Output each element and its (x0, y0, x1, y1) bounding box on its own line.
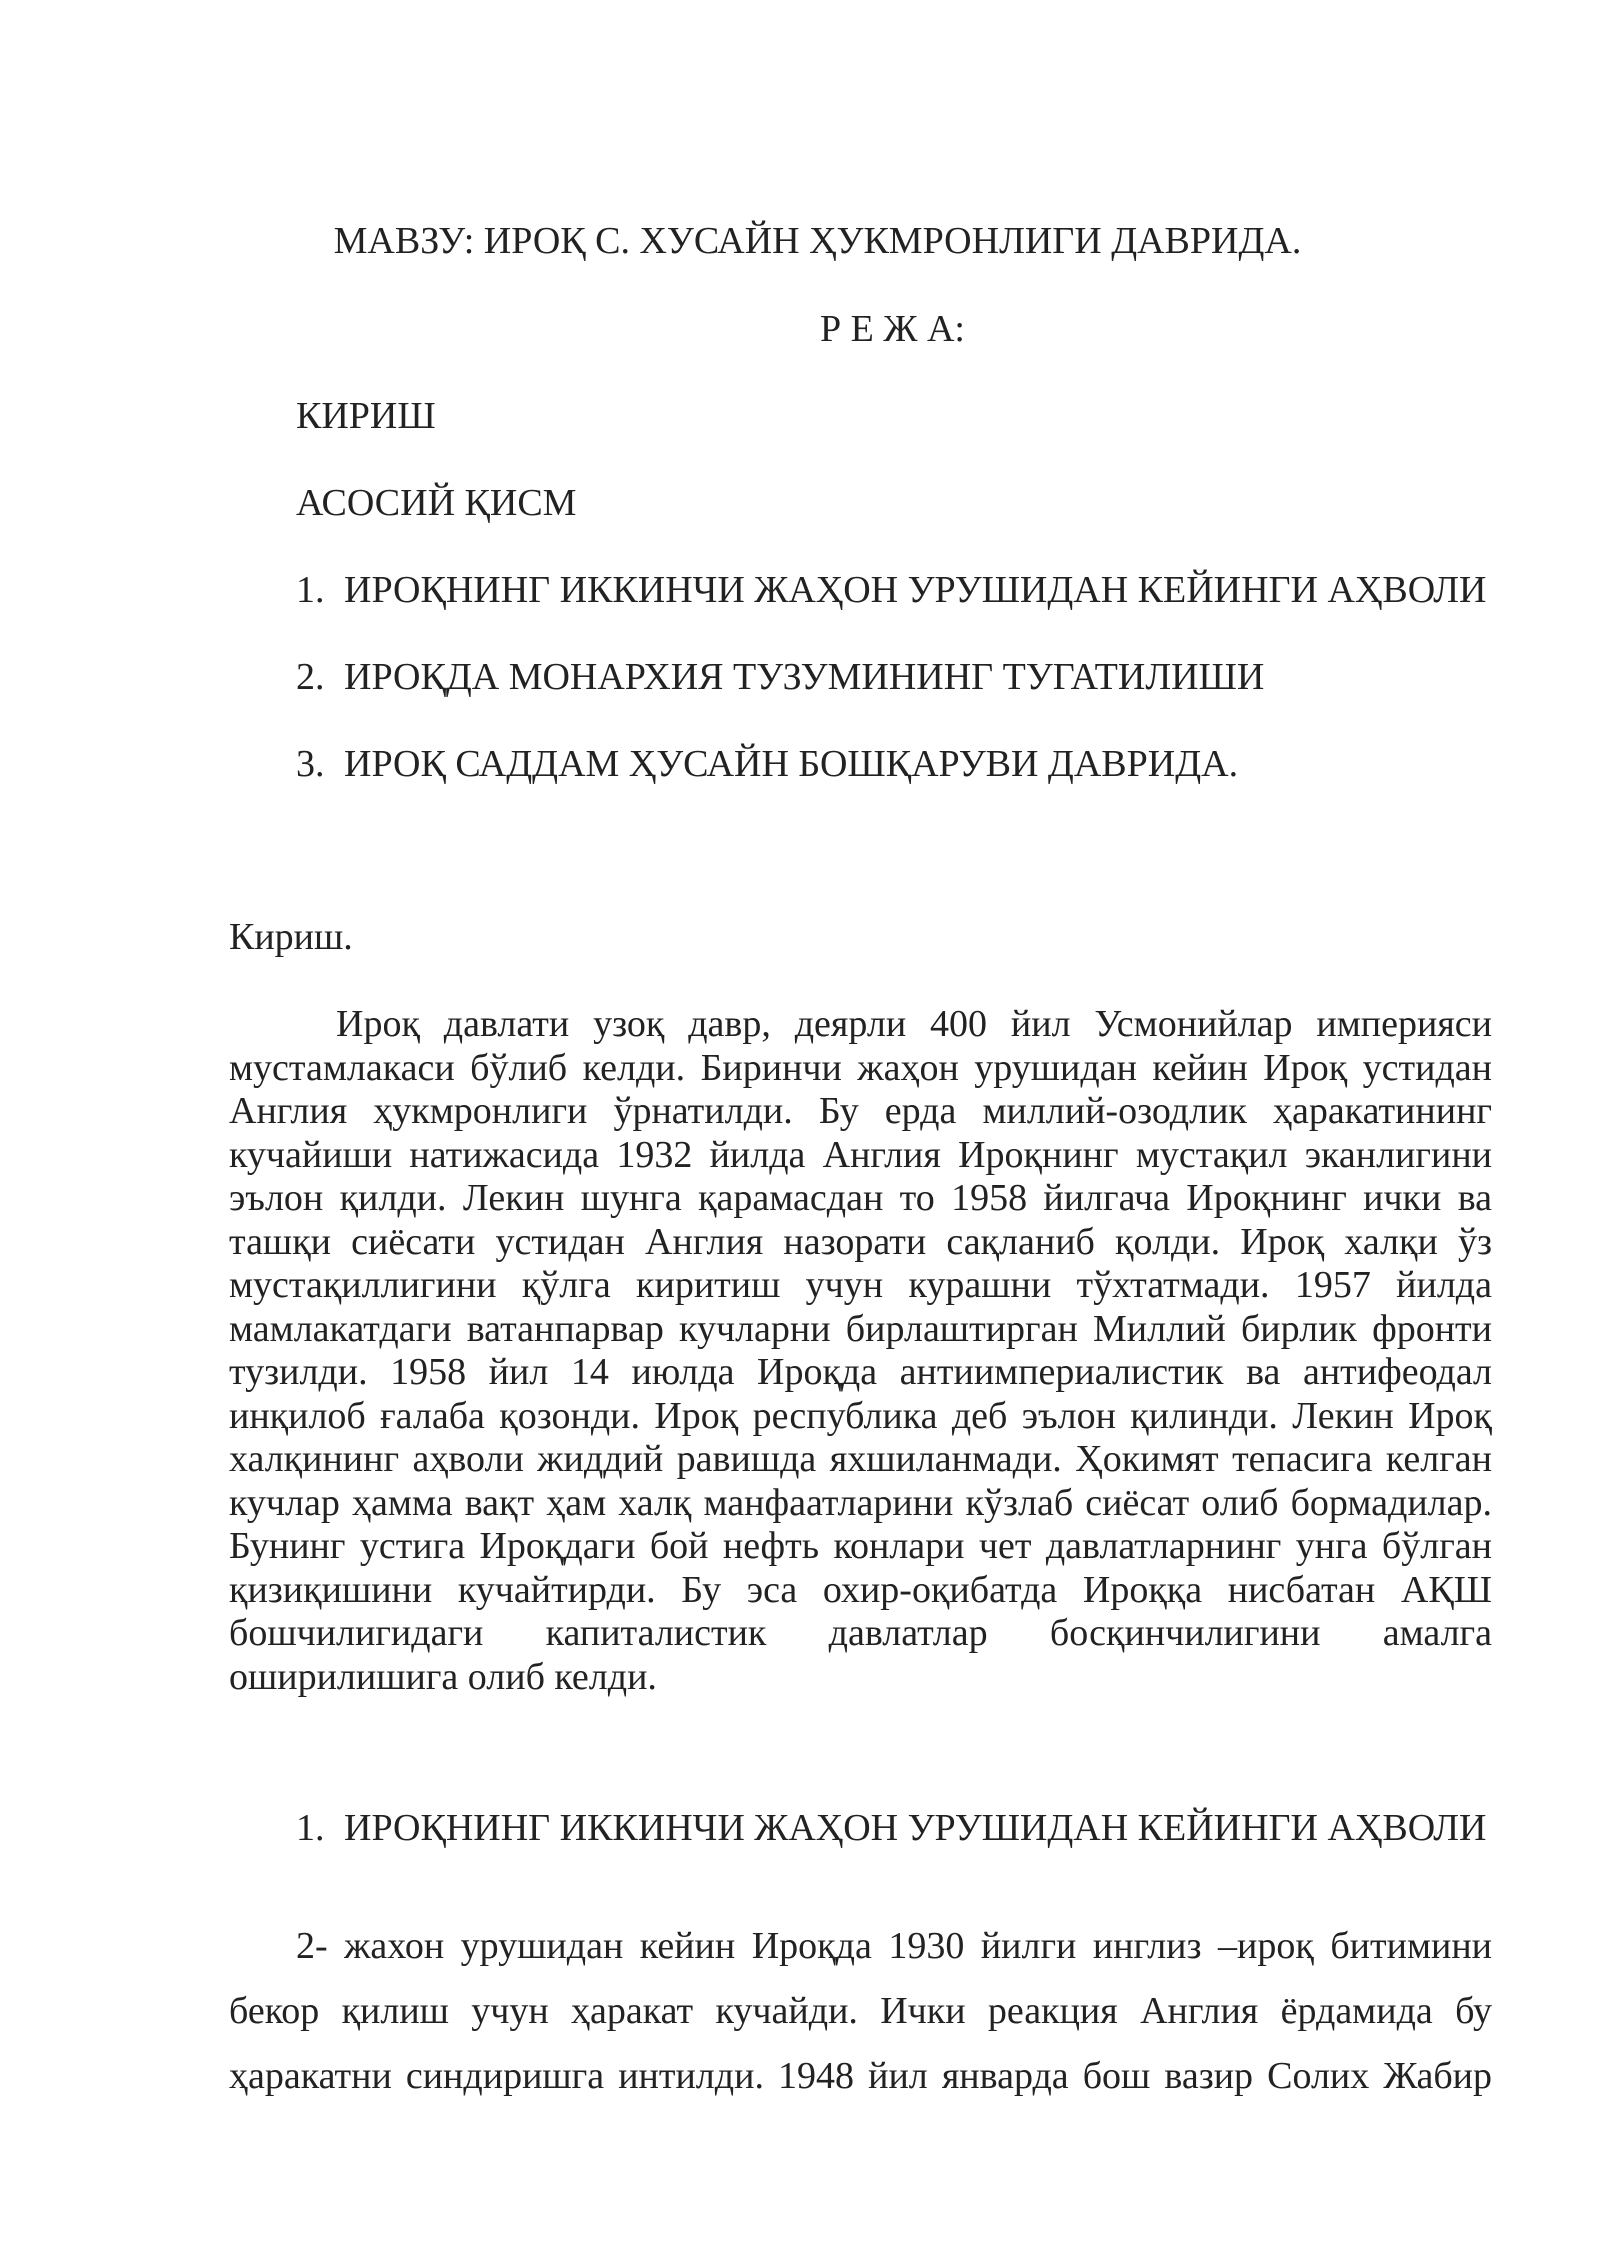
intro-line: кучайиши натижасида 1932 йилда Англия Ироқнинг мустақил эканлигини (229, 1134, 1492, 1176)
section-1-line: ҳаракатни синдиришга интилди. 1948 йил январда бош вазир Солих Жабир (229, 2055, 1492, 2097)
plan-item-3 (296, 742, 1238, 786)
intro-line: ташқи сиёсати устидан Англия назорати сақланиб қолди. Ироқ халқи ўз (229, 1221, 1492, 1263)
plan-item-number: 1. (296, 569, 325, 611)
intro-line: оширилишига олиб келди. (229, 1656, 657, 1698)
intro-line: мустамлакаси бўлиб келди. Биринчи жаҳон урушидан кейин Ироқ устидан (229, 1047, 1492, 1089)
plan-item-number: 3. (296, 743, 325, 785)
intro-line: халқининг аҳволи жиддий равишда яхшиланмади. Ҳокимят тепасига келган (229, 1438, 1492, 1480)
intro-line: Англия ҳукмронлиги ўрнатилди. Бу ерда миллий-озодлик ҳаракатининг (229, 1090, 1492, 1132)
plan-item-2 (296, 655, 1264, 699)
section-1-line: бекор қилиш учун ҳаракат кучайди. Ички реакция Англия ёрдамида бу (229, 1990, 1492, 2032)
document-title: МАВЗУ: ИРОҚ С. ХУСАЙН ҲУКМРОНЛИГИ ДАВРИДА. (333, 220, 1302, 262)
intro-line: мустақиллигини қўлга киритиш учун курашни тўхтатмади. 1957 йилда (229, 1264, 1492, 1306)
intro-heading: Кириш. (229, 916, 353, 958)
intro-line: тузилди. 1958 йил 14 июлда Ироқда антиимпериалистик ва антифеодал (229, 1351, 1492, 1393)
intro-line: инқилоб ғалаба қозонди. Ироқ республика деб эълон қилинди. Лекин Ироқ (229, 1395, 1492, 1437)
plan-item-text: ИРОҚ САДДАМ ҲУСАЙН БОШҚАРУВИ ДАВРИДА. (344, 743, 1239, 785)
plan-heading: Р Е Ж А: (820, 308, 965, 350)
plan-item-main: АСОСИЙ ҚИСМ (296, 482, 577, 524)
intro-line: бошчилигидаги капиталистик давлатлар босқинчилигини амалга (229, 1612, 1492, 1654)
section-number: 1. (296, 1807, 325, 1849)
section-1-heading (296, 1806, 1486, 1850)
intro-line: кучлар ҳамма вақт ҳам халқ манфаатларини кўзлаб сиёсат олиб бормадилар. (229, 1482, 1492, 1524)
plan-item-number: 2. (296, 656, 325, 698)
plan-item-text: ИРОҚНИНГ ИККИНЧИ ЖАҲОН УРУШИДАН КЕЙИНГИ АҲВОЛИ (344, 569, 1487, 611)
section-title: ИРОҚНИНГ ИККИНЧИ ЖАҲОН УРУШИДАН КЕЙИНГИ АҲВОЛИ (344, 1807, 1487, 1849)
plan-item-intro: КИРИШ (296, 395, 436, 437)
intro-line: Бунинг устига Ироқдаги бой нефть конлари чет давлатларнинг унга бўлган (229, 1525, 1492, 1567)
intro-line: қизиқишини кучайтирди. Бу эса охир-оқибатда Ироққа нисбатан АҚШ (229, 1569, 1492, 1611)
section-1-line: 2- жахон урушидан кейин Ироқда 1930 йилги инглиз –ироқ битимини (296, 1925, 1492, 1967)
plan-item-text: ИРОҚДА МОНАРХИЯ ТУЗУМИНИНГ ТУГАТИЛИШИ (344, 656, 1265, 698)
intro-line: Ироқ давлати узоқ давр, деярли 400 йил Усмонийлар империяси (336, 1003, 1492, 1045)
intro-line: мамлакатдаги ватанпарвар кучларни бирлаштирган Миллий бирлик фронти (229, 1308, 1492, 1350)
plan-item-1 (296, 568, 1486, 612)
intro-line: эълон қилди. Лекин шунга қарамасдан то 1958 йилгача Ироқнинг ички ва (229, 1177, 1492, 1219)
